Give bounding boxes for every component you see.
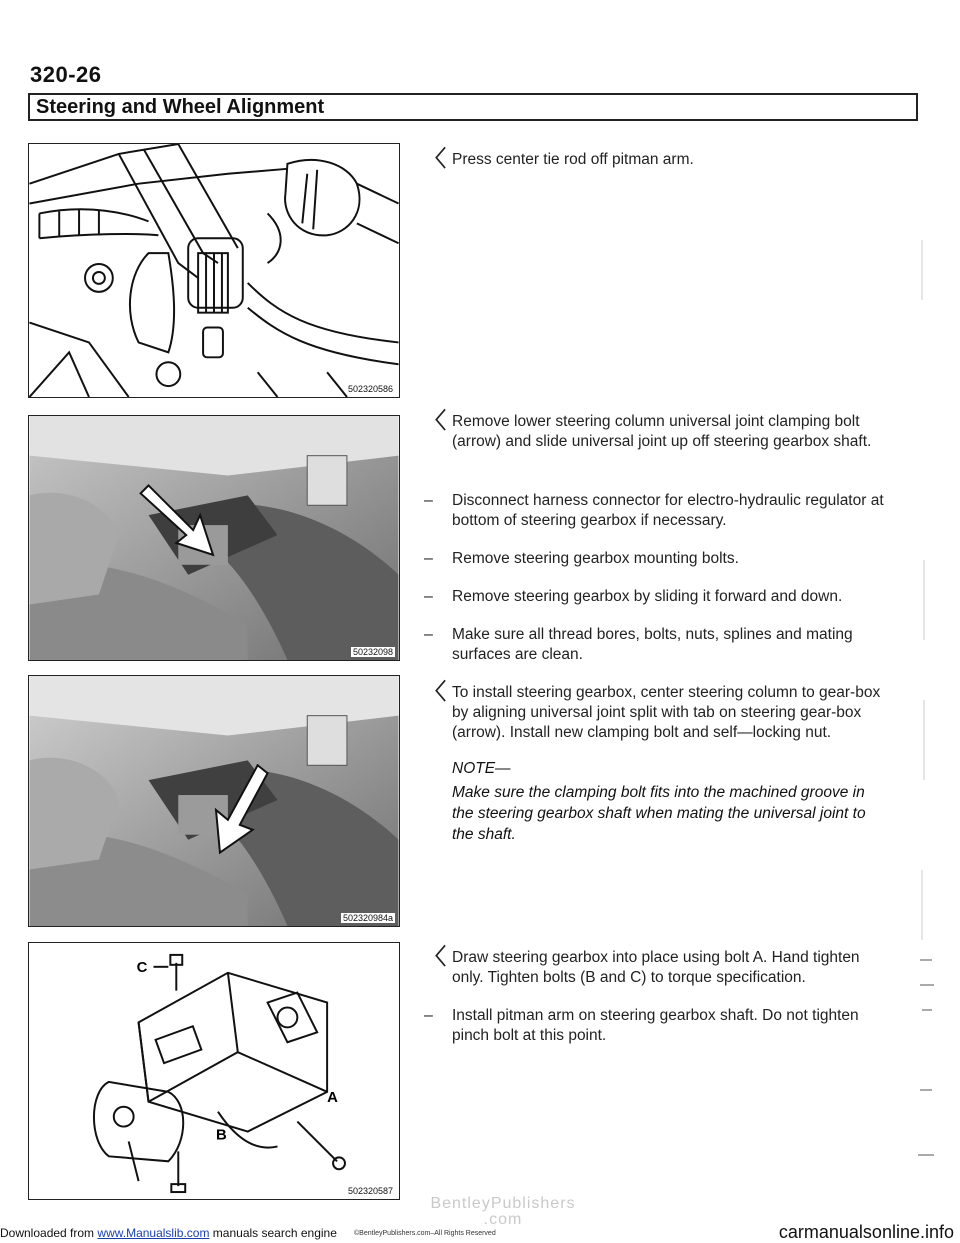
dash-bullet: – — [424, 1007, 433, 1024]
manualslib-link[interactable]: www.Manualslib.com — [97, 1226, 210, 1240]
margin-marks — [910, 0, 940, 1242]
section-header — [28, 93, 918, 121]
dash-bullet: – — [424, 550, 433, 567]
dash-bullet: – — [424, 626, 433, 643]
figure-code: 502320984a — [342, 913, 393, 923]
download-footer: Downloaded from www.Manualslib.com manuals search engine — [0, 1226, 337, 1240]
pointer-icon: 〈 — [424, 146, 447, 171]
page-number: 320-26 — [30, 62, 102, 87]
figure-universal-joint-photo — [28, 415, 400, 661]
figure-tie-rod-puller — [28, 143, 400, 398]
note-title: NOTE— — [452, 760, 511, 777]
gearbox-illustration — [29, 943, 399, 1199]
figure-code: 502320587 — [347, 1186, 393, 1196]
figure-code: 50232098 — [352, 647, 393, 657]
pointer-icon: 〈 — [424, 944, 447, 969]
tie-rod-puller-illustration — [29, 144, 399, 397]
universal-joint-photo — [29, 416, 399, 660]
section-title: Steering and Wheel Alignment — [36, 96, 325, 118]
step-disconnect-harness: – Disconnect harness connector for electro-hydraulic regulator at bottom of steering gearbox if necessary. — [424, 492, 884, 529]
figure-code: 502320586 — [347, 384, 393, 394]
label-c: C — [136, 959, 148, 976]
figure-install-photo — [28, 675, 400, 927]
site-footer: carmanualsonline.info — [778, 1222, 954, 1242]
step-remove-mounting-bolts: – Remove steering gearbox mounting bolts. — [424, 550, 739, 567]
label-a: A — [327, 1089, 338, 1106]
dash-bullet: – — [424, 588, 433, 605]
pointer-icon: 〈 — [424, 679, 447, 704]
figure-gearbox-bolts — [28, 942, 400, 1200]
copyright-text: ©BentleyPublishers.com–All Rights Reserved — [354, 1230, 496, 1237]
watermark: BentleyPublishers .com — [430, 1195, 576, 1228]
step-draw-gearbox: 〈 Draw steering gearbox into place using bolt A. Hand tighten only. Tighten bolts (B and C) to torque specification. — [424, 944, 860, 986]
step-remove-gearbox: – Remove steering gearbox by sliding it forward and down. — [424, 588, 843, 605]
label-b: B — [215, 1127, 227, 1144]
step-install-pitman-arm: – Install pitman arm on steering gearbox shaft. Do not tighten pinch bolt at this point. — [424, 1007, 859, 1044]
step-remove-clamping-bolt: 〈 Remove lower steering column universal joint clamping bolt (arrow) and slide universal joint up off steering gearbox shaft. — [424, 408, 872, 450]
install-photo — [29, 676, 399, 926]
step-press-tie-rod: 〈 Press center tie rod off pitman arm. — [424, 146, 694, 171]
note-body: Make sure the clamping bolt fits into the machined groove in the steering gearbox shaft when mating the universal joint to the shaft. — [452, 784, 866, 843]
step-clean-surfaces: – Make sure all thread bores, bolts, nuts, splines and mating surfaces are clean. — [424, 626, 853, 663]
dash-bullet: – — [424, 492, 433, 509]
step-install-gearbox: 〈 To install steering gearbox, center steering column to gear-box by aligning universal joint split with tab on steering gear-box (arrow). Install new clamping bolt and self—locking nut. — [424, 679, 881, 741]
pointer-icon: 〈 — [424, 408, 447, 433]
